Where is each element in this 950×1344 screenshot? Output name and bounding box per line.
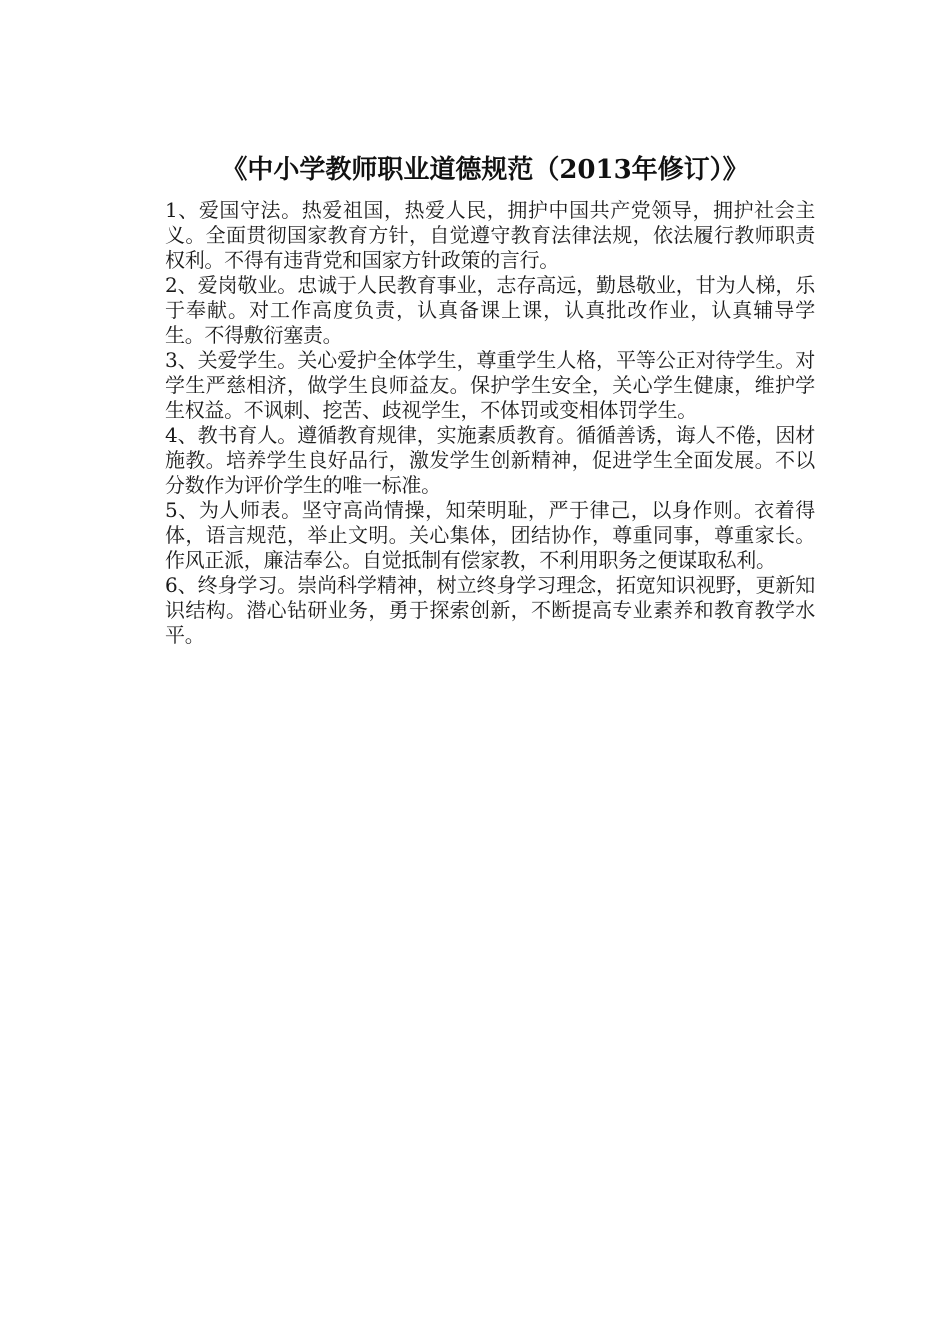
paragraph-1: 1、爱国守法。热爱祖国，热爱人民，拥护中国共产党领导，拥护社会主义。全面贯彻国家教育方针，自觉遵守教育法律法规，依法履行教师职责权利。不得有违背党和国家方针政策的言行。 bbox=[165, 198, 815, 272]
paragraph-5: 5、为人师表。坚守高尚情操，知荣明耻，严于律己，以身作则。衣着得体，语言规范，举止文明。关心集体，团结协作，尊重同事，尊重家长。作风正派，廉洁奉公。自觉抵制有偿家教，不利用职务之便谋取私利。 bbox=[165, 498, 815, 572]
paragraph-6: 6、终身学习。崇尚科学精神，树立终身学习理念，拓宽知识视野，更新知识结构。潜心钻研业务，勇于探索创新，不断提高专业素养和教育教学水平。 bbox=[165, 573, 815, 647]
document-title: 《中小学教师职业道德规范（2013年修订）》 bbox=[221, 155, 749, 185]
paragraph-2: 2、爱岗敬业。忠诚于人民教育事业，志存高远，勤恳敬业，甘为人梯，乐于奉献。对工作高度负责，认真备课上课，认真批改作业，认真辅导学生。不得敷衍塞责。 bbox=[165, 273, 815, 347]
paragraph-3: 3、关爱学生。关心爱护全体学生，尊重学生人格，平等公正对待学生。对学生严慈相济，做学生良师益友。保护学生安全，关心学生健康，维护学生权益。不讽刺、挖苦、歧视学生，不体罚或变相体罚学生。 bbox=[165, 348, 815, 422]
document-body bbox=[165, 198, 815, 648]
paragraph-4: 4、教书育人。遵循教育规律，实施素质教育。循循善诱，诲人不倦，因材施教。培养学生良好品行，激发学生创新精神，促进学生全面发展。不以分数作为评价学生的唯一标准。 bbox=[165, 423, 815, 497]
